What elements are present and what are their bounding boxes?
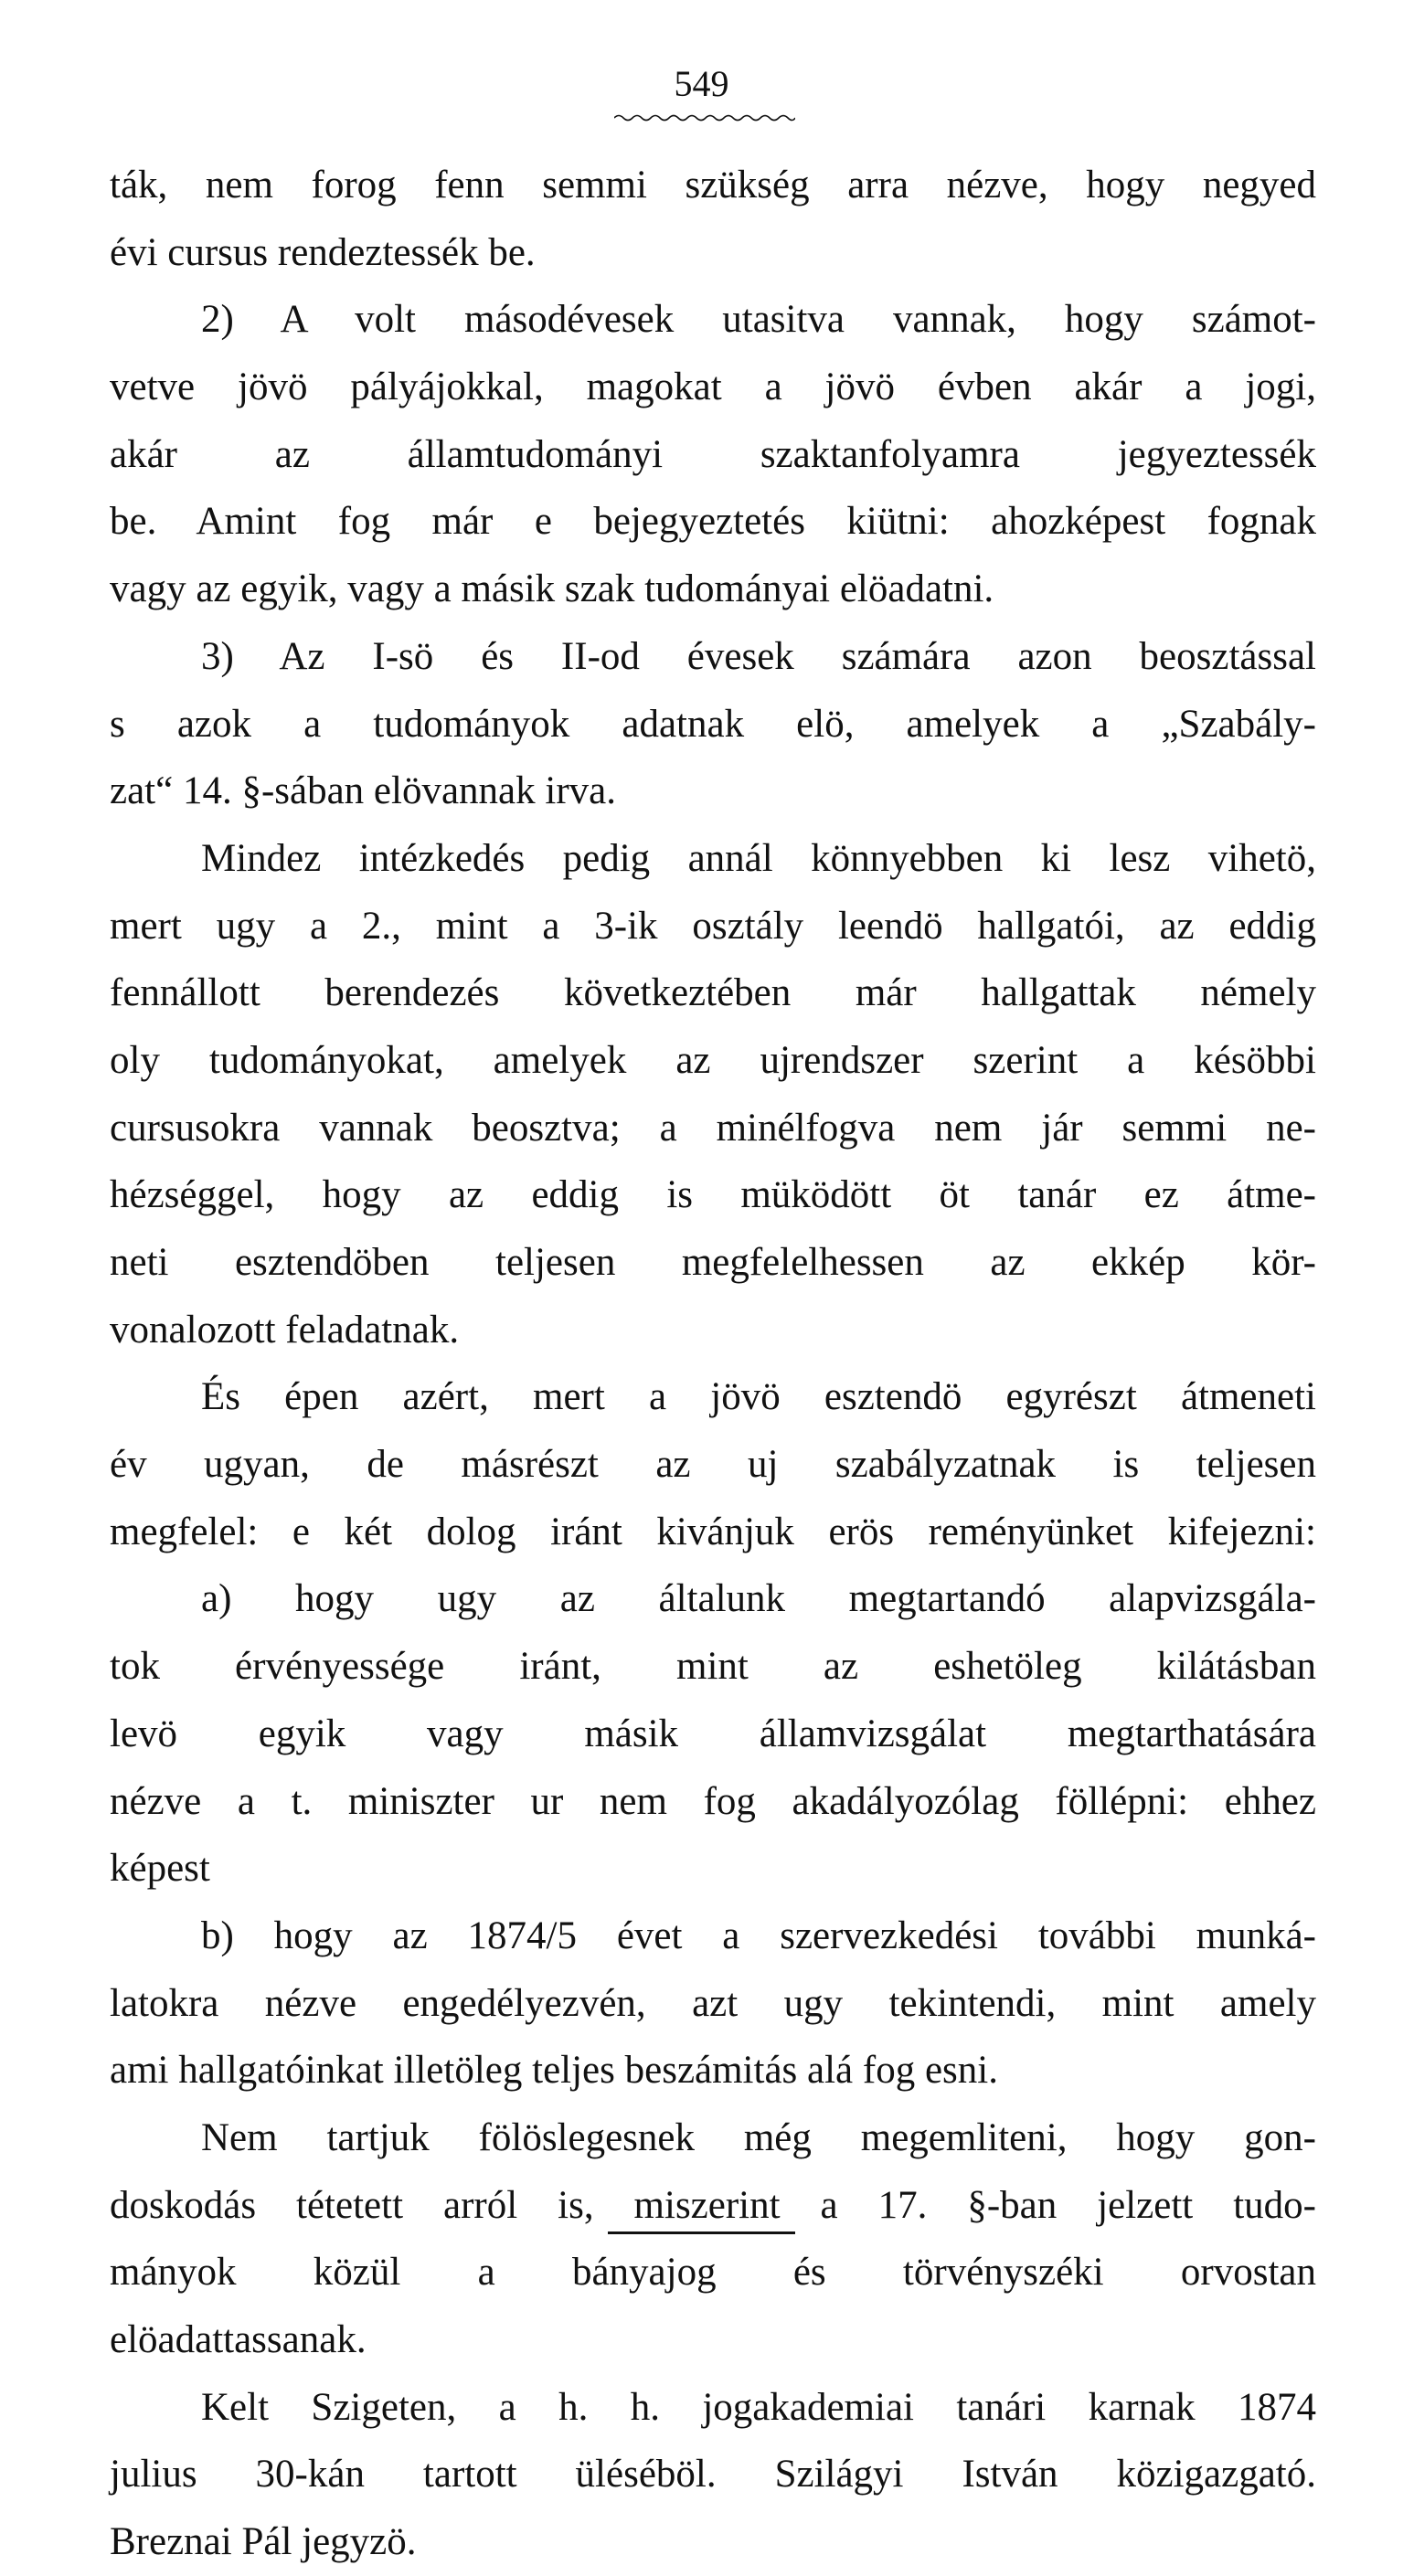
text-line: hézséggel, hogy az eddig is müködött öt tanár ez átme- bbox=[110, 1173, 1316, 1217]
text-line: fennállott berendezés következtében már hallgattak némely bbox=[110, 971, 1316, 1015]
text-line: cursusokra vannak beosztva; a minélfogva nem jár semmi ne- bbox=[110, 1106, 1316, 1150]
text-line: be. Amint fog már e bejegyeztetés kiütni: ahozképest fognak bbox=[110, 500, 1316, 544]
text-line: julius 30-kán tartott üléséböl. Szilágyi István közigazgató. bbox=[110, 2453, 1316, 2496]
body-text bbox=[110, 152, 1316, 2576]
text-line: vetve jövö pályájokkal, magokat a jövö évben akár a jogi, bbox=[110, 366, 1316, 409]
text-line: Mindez intézkedés pedig annál könnyebben ki lesz vihetö, bbox=[201, 836, 1316, 880]
text-line: ták, nem forog fenn semmi szükség arra nézve, hogy negyed bbox=[110, 164, 1316, 207]
text-line: elöadattassanak. bbox=[110, 2318, 367, 2361]
text-line: megfelel: e két dolog iránt kivánjuk erös reményünket kifejezni: bbox=[110, 1510, 1316, 1553]
text-line: zat“ 14. §-sában elövannak irva. bbox=[110, 769, 616, 813]
text-line: évi cursus rendeztessék be. bbox=[110, 230, 536, 274]
text-line: 2) A volt másodévesek utasitva vannak, hogy számot- bbox=[201, 298, 1316, 342]
text-line: s azok a tudományok adatnak elö, amelyek a „Szabály- bbox=[110, 702, 1316, 746]
text-line: 3) Az I-sö és II-od évesek számára azon beosztással bbox=[201, 634, 1316, 678]
closing-rule bbox=[608, 2231, 795, 2234]
text-line: latokra nézve engedélyezvén, azt ugy tekintendi, mint amely bbox=[110, 1981, 1316, 2025]
page-number-wavy-rule bbox=[614, 113, 795, 122]
text-line: képest bbox=[110, 1847, 210, 1891]
text-line: mert ugy a 2., mint a 3-ik osztály leendö hallgatói, az eddig bbox=[110, 904, 1316, 948]
text-line: vonalozott feladatnak. bbox=[110, 1308, 460, 1352]
text-line: év ugyan, de másrészt az uj szabályzatnak is teljesen bbox=[110, 1443, 1316, 1487]
text-line: doskodás tétetett arról is, miszerint a 17. §-ban jelzett tudo- bbox=[110, 2183, 1316, 2227]
text-line: vagy az egyik, vagy a másik szak tudományai elöadatni. bbox=[110, 567, 994, 611]
text-line: Breznai Pál jegyzö. bbox=[110, 2520, 417, 2564]
text-line: neti esztendöben teljesen megfelelhessen az ekkép kör- bbox=[110, 1241, 1316, 1284]
text-line: levö egyik vagy másik államvizsgálat megtarthatására bbox=[110, 1712, 1316, 1755]
text-line: És épen azért, mert a jövö esztendö egyrészt átmeneti bbox=[201, 1375, 1316, 1419]
text-line: akár az államtudományi szaktanfolyamra jegyeztessék bbox=[110, 432, 1316, 476]
text-line: ami hallgatóinkat illetöleg teljes beszámitás alá fog esni. bbox=[110, 2049, 998, 2093]
text-line: Nem tartjuk fölöslegesnek még megemliteni, hogy gon- bbox=[201, 2115, 1316, 2159]
text-line: b) hogy az 1874/5 évet a szervezkedési további munká- bbox=[201, 1913, 1316, 1957]
text-line: tok érvényessége iránt, mint az eshetöleg kilátásban bbox=[110, 1645, 1316, 1689]
text-line: Kelt Szigeten, a h. h. jogakademiai tanári karnak 1874 bbox=[201, 2385, 1316, 2429]
page-number: 549 bbox=[674, 63, 729, 104]
text-line: nézve a t. miniszter ur nem fog akadályozólag föllépni: ehhez bbox=[110, 1779, 1316, 1823]
text-line: oly tudományokat, amelyek az ujrendszer szerint a késöbbi bbox=[110, 1038, 1316, 1082]
text-line: mányok közül a bányajog és törvényszéki orvostan bbox=[110, 2251, 1316, 2295]
text-line: a) hogy ugy az általunk megtartandó alapvizsgála- bbox=[201, 1577, 1316, 1621]
